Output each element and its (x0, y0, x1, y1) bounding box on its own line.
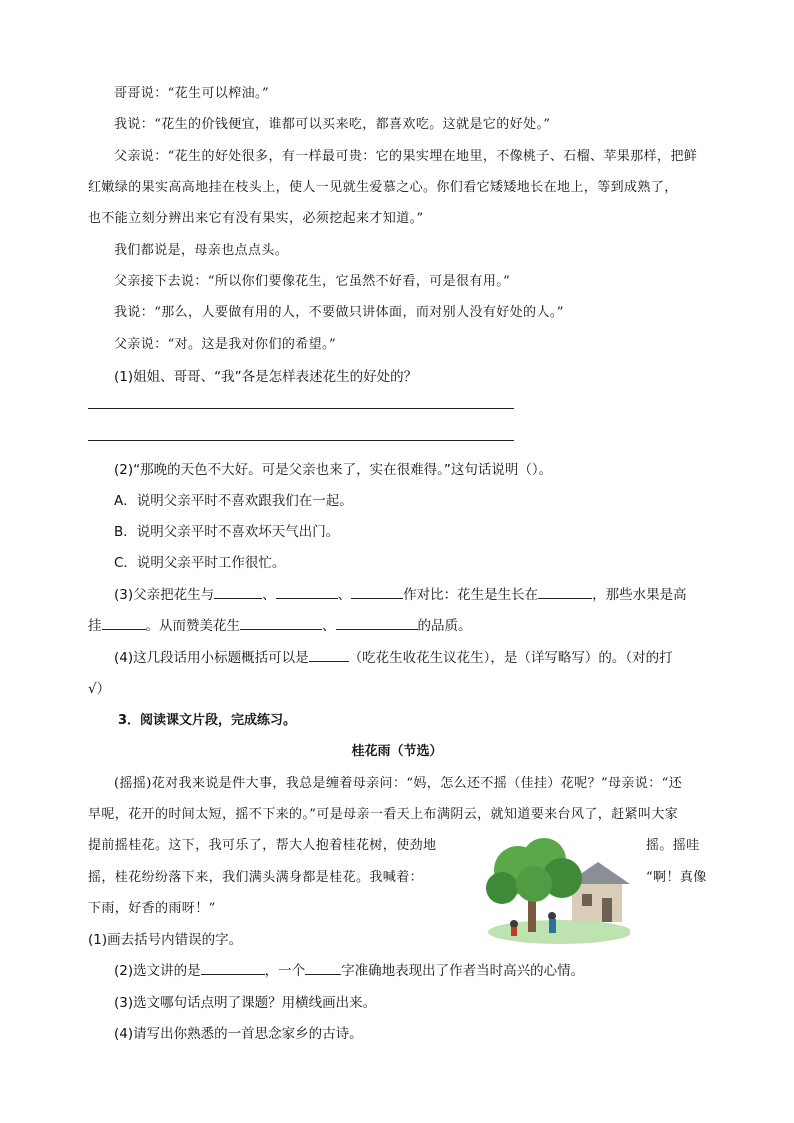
section-3-question-2-text-a: (2)选文讲的是 (114, 963, 201, 979)
passage2-line-4-right: “啊！真像 (646, 870, 707, 885)
blank-3-7[interactable] (336, 615, 418, 630)
blank-s3-2[interactable] (305, 960, 341, 975)
separator: 、 (262, 587, 276, 603)
option-c[interactable]: C．说明父亲平时工作很忙。 (114, 555, 286, 571)
house-wall (572, 882, 622, 922)
answer-line-2[interactable] (88, 440, 514, 441)
passage-line-7: 父亲接下去说：“所以你们要像花生，它虽然不好看，可是很有用。” (114, 274, 511, 289)
section-3-question-2-text-c: 字准确地表现出了作者当时高兴的心情。 (341, 963, 585, 979)
question-4-text-b: （吃花生收花生议花生），是（详写略写）的。（对的打 (348, 650, 673, 666)
passage2-line-1: (摇摇)花对我来说是件大事，我总是缠着母亲问：“妈，怎么还不摇（佳挂）花呢？”母亲说：“还 (114, 776, 683, 791)
section-3-question-2 (114, 959, 740, 979)
question-3-text-c: ，那些水果是高 (592, 587, 687, 603)
section-3-question-3: (3)选文哪句话点明了课题？用横线画出来。 (114, 995, 377, 1011)
passage-line-8: 我说：“那么，人要做有用的人，不要做只讲体面，而对别人没有好处的人。” (114, 305, 564, 320)
house-door (602, 898, 612, 922)
section-3-question-4: (4)请写出你熟悉的一首思念家乡的古诗。 (114, 1026, 363, 1042)
passage2-line-4-left: 摇，桂花纷纷落下来，我们满头满身都是桂花。我喊着： (88, 870, 424, 885)
blank-3-4[interactable] (538, 584, 592, 599)
answer-line-1[interactable] (88, 408, 514, 409)
house-window (582, 894, 592, 906)
question-4-line-1 (114, 646, 740, 666)
question-3-text-d: 挂 (88, 618, 102, 634)
option-b[interactable]: B．说明父亲平时不喜欢坏天气出门。 (114, 524, 340, 540)
passage2-line-3-left: 提前摇桂花。这下，我可乐了，帮大人抱着桂花树，使劲地 (88, 838, 437, 853)
passage-line-6: 我们都说是，母亲也点点头。 (114, 243, 289, 258)
passage2-line-3-right: 摇。摇哇 (646, 838, 700, 853)
question-3-line-2 (88, 614, 714, 634)
child-figure (510, 920, 518, 928)
blank-3-3[interactable] (351, 584, 403, 599)
section-3-question-2-text-b: ，一个 (264, 963, 306, 979)
blank-3-2[interactable] (276, 584, 338, 599)
tree-foliage (516, 866, 552, 902)
question-3-text-f: 的品质。 (417, 618, 472, 634)
passage-line-9: 父亲说：“对。这是我对你们的希望。” (114, 337, 336, 352)
passage2-line-2: 早呢，花开的时间太短，摇不下来的。”可是母亲一看天上布满阴云，就知道要来台风了，赶紧叫大家 (88, 807, 679, 822)
question-4-line-2: √） (88, 681, 111, 697)
question-3-text-b: 作对比：花生是生长在 (403, 587, 539, 603)
separator: 、 (337, 587, 352, 603)
question-3-text-a: (3)父亲把花生与 (114, 587, 215, 603)
tree-foliage (486, 872, 518, 904)
blank-4-1[interactable] (309, 647, 349, 662)
question-3-text-e: 。从而赞美花生 (145, 618, 240, 634)
passage-line-2: 我说：“花生的价钱便宜，谁都可以买来吃，都喜欢吃。这就是它的好处。” (114, 117, 551, 132)
blank-3-6[interactable] (240, 615, 322, 630)
question-2: (2)“那晚的天色不大好。可是父亲也来了，实在很难得。”这句话说明（）。 (114, 462, 553, 478)
passage-line-4: 红嫩绿的果实高高地挂在枝头上，使人一见就生爱慕之心。你们看它矮矮地长在地上，等到成熟了， (88, 180, 678, 195)
passage-line-1: 哥哥说：“花生可以榨油。” (114, 86, 269, 101)
question-1: (1)姐姐、哥哥、“我”各是怎样表述花生的好处的？ (114, 369, 418, 385)
question-3-line-1 (114, 583, 740, 603)
passage-title: 桂花雨（节选） (351, 744, 443, 759)
section-3-question-1: (1)画去括号内错误的字。 (88, 932, 243, 948)
passage-line-5: 也不能立刻分辨出来它有没有果实，必须挖起来才知道。” (88, 211, 424, 226)
blank-3-5[interactable] (102, 615, 146, 630)
question-4-text-a: (4)这几段话用小标题概括可以是 (114, 650, 309, 666)
section-3-heading: 3．阅读课文片段，完成练习。 (118, 713, 297, 728)
option-a[interactable]: A．说明父亲平时不喜欢跟我们在一起。 (114, 493, 353, 509)
blank-3-1[interactable] (214, 584, 262, 599)
separator: 、 (322, 618, 336, 634)
adult-figure (548, 912, 556, 920)
passage-line-3: 父亲说：“花生的好处很多，有一样最可贵：它的果实埋在地里，不像桃子、石榴、苹果那样，把鲜 (114, 149, 698, 164)
passage2-line-5: 下雨，好香的雨呀！” (88, 901, 216, 916)
blank-s3-1[interactable] (201, 960, 265, 975)
